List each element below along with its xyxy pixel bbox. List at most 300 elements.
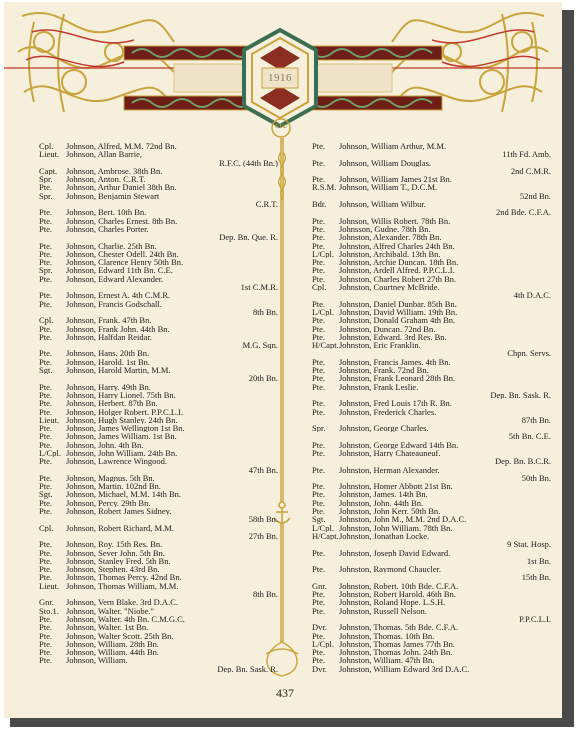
roll-entry-continuation bbox=[39, 665, 279, 673]
name-unit-label: Johnston, Donald Graham 4th Bn. bbox=[339, 316, 456, 325]
rank-label: Pte. bbox=[312, 490, 325, 499]
roll-entry bbox=[39, 167, 279, 175]
roll-entry bbox=[312, 233, 552, 241]
rank-label: Spr. bbox=[39, 175, 53, 184]
name-unit-label: Johnston, Alfred Charles 24th Bn. bbox=[339, 241, 455, 250]
roll-entry bbox=[39, 598, 279, 606]
name-unit-label: Johnson, William Arthur, M.M. bbox=[339, 142, 447, 151]
name-unit-label: Johnston, Alexander. 78th Bn. bbox=[339, 233, 442, 242]
roll-entry-continuation bbox=[312, 573, 552, 581]
roll-entry bbox=[39, 225, 279, 233]
memorial-book-page bbox=[4, 2, 562, 718]
roll-entry bbox=[312, 383, 552, 391]
name-unit-label: Johnson, Arthur Daniel 38th Bn. bbox=[66, 183, 177, 192]
name-unit-label: Johnson, Thomas Percy. 42nd Bn. bbox=[66, 573, 182, 582]
roll-entry bbox=[39, 333, 279, 341]
roll-entry bbox=[39, 416, 279, 424]
rank-label: L/Cpl. bbox=[39, 448, 61, 458]
rank-label: Cpl. bbox=[312, 283, 327, 292]
rank-label: Sto.1. bbox=[39, 606, 59, 615]
rank-label: H/Capt. bbox=[312, 531, 339, 541]
name-unit-label: Johnson, Ernest A. 4th C.M.R. bbox=[66, 291, 171, 300]
roll-entry bbox=[312, 250, 552, 258]
roll-entry-continuation bbox=[312, 192, 552, 200]
name-unit-label: Johnson, William. bbox=[66, 656, 128, 665]
name-unit-label: M.G. Sqn. bbox=[242, 341, 278, 350]
rank-label: Pte. bbox=[312, 175, 325, 184]
roll-entry bbox=[39, 208, 279, 216]
rank-label: Pte. bbox=[39, 258, 52, 267]
rank-label: Pte. bbox=[39, 291, 52, 300]
name-unit-label: Johnson, William. 28th Bn. bbox=[66, 639, 160, 649]
name-unit-label: Johnson, Benjamin Stewart bbox=[66, 191, 160, 201]
roll-entry bbox=[39, 217, 279, 225]
name-unit-label: Johnson, Hans. 20th Bn. bbox=[66, 349, 150, 358]
name-unit-label: Johnston, Harry Chateauneuf. bbox=[339, 448, 441, 458]
roll-entry bbox=[39, 183, 279, 191]
roll-entry bbox=[312, 200, 552, 208]
roll-entry bbox=[39, 565, 279, 573]
rank-label: Cpl. bbox=[39, 523, 54, 532]
name-unit-label: Johnston, Archie Duncan. 18th Bn. bbox=[339, 258, 459, 267]
name-unit-label: Johnston, Daniel Dunbar. 85th Bn. bbox=[339, 299, 457, 308]
roll-entry bbox=[39, 408, 279, 416]
roll-entry bbox=[312, 366, 552, 374]
roll-entry bbox=[39, 573, 279, 581]
roll-entry bbox=[39, 441, 279, 449]
rank-label: Pte. bbox=[39, 332, 52, 342]
rank-label: Pte. bbox=[312, 366, 325, 375]
rank-label: Pte. bbox=[39, 498, 52, 508]
name-unit-label: Johnson, William James 21st Bn. bbox=[339, 175, 452, 184]
name-unit-label: Johnson, Lawrence Wingood. bbox=[66, 457, 168, 466]
name-unit-label: 8th Bn. bbox=[252, 590, 278, 599]
name-unit-label: Johnston, Raymond Chaucler. bbox=[339, 565, 441, 574]
rank-label: Pte. bbox=[39, 540, 52, 549]
rank-label: Spr. bbox=[39, 191, 53, 201]
roll-entry bbox=[312, 623, 552, 631]
rank-label: Pte. bbox=[312, 266, 325, 275]
roll-entry bbox=[312, 441, 552, 449]
rank-label: Pte. bbox=[312, 590, 325, 599]
rank-label: Pte. bbox=[39, 407, 52, 416]
year-label: 1916 bbox=[268, 72, 292, 84]
name-unit-label: Johnsson, Gudne. 78th Bn. bbox=[339, 224, 431, 234]
roll-entry bbox=[39, 549, 279, 557]
roll-entry bbox=[312, 466, 552, 474]
name-unit-label: Johnson, Percy. 29th Bn. bbox=[66, 498, 151, 508]
name-unit-label: Johnson, Vern Blake. 3rd D.A.C. bbox=[66, 598, 178, 607]
rank-label: Pte. bbox=[312, 324, 325, 333]
rank-label: Pte. bbox=[312, 448, 325, 458]
roll-entry bbox=[312, 159, 552, 167]
rank-label: Gnr. bbox=[39, 598, 54, 607]
name-unit-label: Johnston, Charles Robert 27th Bn. bbox=[339, 274, 457, 284]
name-unit-label: Johnston, Francis James. 4th Bn. bbox=[339, 357, 451, 367]
rank-label: Pte. bbox=[39, 565, 52, 574]
rank-label: Pte. bbox=[312, 299, 325, 308]
rank-label: Pte. bbox=[39, 556, 52, 566]
name-unit-label: Johnston, Thomas. 5th Bde. C.F.A. bbox=[339, 623, 459, 632]
name-unit-label: Johnson, Chester Odell. 24th Bn. bbox=[66, 249, 179, 259]
rank-label: Pte. bbox=[39, 241, 52, 250]
roll-entry bbox=[312, 656, 552, 664]
name-unit-label: P.P.C.L.I. bbox=[519, 614, 551, 624]
name-unit-label: Johnson, John William. 24th Bn. bbox=[66, 448, 178, 458]
roll-entry bbox=[39, 607, 279, 615]
name-unit-label: Johnson, Michael, M.M. 14th Bn. bbox=[66, 490, 181, 499]
roll-entry bbox=[312, 549, 552, 557]
name-unit-label: Johnson, Frank. 47th Bn. bbox=[66, 316, 152, 325]
roll-entry bbox=[39, 623, 279, 631]
name-unit-label: Johnston, David William. 19th Bn. bbox=[339, 307, 458, 317]
roll-entry bbox=[39, 391, 279, 399]
rank-label: Pte. bbox=[39, 614, 52, 624]
rank-label: Pte. bbox=[312, 440, 325, 449]
roll-entry bbox=[39, 242, 279, 250]
name-unit-label: 2nd Bde. C.F.A. bbox=[495, 208, 551, 217]
rank-label: Pte. bbox=[39, 216, 52, 225]
rank-label: Pte. bbox=[312, 258, 325, 267]
name-unit-label: Johnston, Eric Franklin. bbox=[339, 341, 421, 350]
rank-label: Pte. bbox=[312, 158, 325, 167]
roll-entry bbox=[312, 582, 552, 590]
name-unit-label: Johnston, Robert. 10th Bde. C.F.A. bbox=[339, 581, 459, 591]
rank-label: Pte. bbox=[312, 316, 325, 325]
roll-entry bbox=[312, 532, 552, 540]
name-unit-label: Johnson, Allan Barrie, bbox=[66, 150, 143, 159]
name-unit-label: Johnston, John Kerr. 50th Bn. bbox=[339, 507, 441, 516]
rank-label: Pte. bbox=[312, 382, 325, 391]
rank-label: Pte. bbox=[312, 332, 325, 342]
roll-entry bbox=[39, 540, 279, 548]
roll-entry bbox=[312, 283, 552, 291]
roll-entry bbox=[312, 607, 552, 615]
name-unit-label: Johnson, Charles Ernest. 8th Bn. bbox=[66, 216, 178, 225]
roll-entry bbox=[312, 665, 552, 673]
rank-label: Pte. bbox=[312, 465, 325, 474]
roll-entry-continuation bbox=[39, 341, 279, 349]
rank-label: Pte. bbox=[312, 565, 325, 574]
roll-entry-continuation bbox=[312, 349, 552, 357]
rank-label: Pte. bbox=[39, 440, 52, 449]
roll-entry bbox=[39, 383, 279, 391]
name-unit-label: Johnson, William Wilbur. bbox=[339, 200, 426, 209]
roll-entry bbox=[312, 333, 552, 341]
roll-entry bbox=[39, 192, 279, 200]
roll-entry bbox=[312, 590, 552, 598]
name-unit-label: 9 Stat. Hosp. bbox=[507, 540, 551, 549]
name-unit-label: Johnson, Charles Porter. bbox=[66, 224, 149, 234]
rank-label: Pte. bbox=[39, 249, 52, 259]
name-unit-label: Johnson, Frank John. 44th Bn. bbox=[66, 324, 170, 333]
name-unit-label: Johnson, Halfdan Reidar. bbox=[66, 332, 152, 342]
rank-label: Pte. bbox=[312, 357, 325, 367]
rank-label: Pte. bbox=[39, 382, 52, 391]
roll-entry bbox=[39, 291, 279, 299]
rank-label: Pte. bbox=[312, 648, 325, 657]
rank-label: Bdr. bbox=[312, 200, 327, 209]
rank-label: Pte. bbox=[39, 548, 52, 557]
name-unit-label: Johnson, Walter Scott. 25th Bn. bbox=[66, 631, 174, 640]
roll-entry bbox=[312, 183, 552, 191]
name-unit-label: Johnston, James. 14th Bn. bbox=[339, 490, 428, 499]
roll-entry bbox=[39, 250, 279, 258]
roll-entry bbox=[312, 358, 552, 366]
name-unit-label: Johnston, William Edward 3rd D.A.C. bbox=[339, 664, 470, 673]
roll-entry bbox=[39, 258, 279, 266]
rank-label: Pte. bbox=[39, 573, 52, 582]
roll-entry bbox=[39, 142, 279, 150]
monogram-label: CFL bbox=[275, 124, 287, 130]
name-unit-label: Johnson, Harry Lionel. 75th Bn. bbox=[66, 390, 176, 400]
roll-entry-continuation bbox=[39, 283, 279, 291]
rank-label: Cpl. bbox=[39, 142, 54, 151]
rank-label: Lieut. bbox=[39, 415, 60, 425]
rank-label: Pte. bbox=[39, 183, 52, 192]
name-unit-label: Johnston, Courtney McBride. bbox=[339, 283, 440, 292]
roll-entry bbox=[39, 474, 279, 482]
roll-entry bbox=[312, 316, 552, 324]
rank-label: Pte. bbox=[312, 274, 325, 284]
roll-entry bbox=[39, 656, 279, 664]
roll-entry bbox=[312, 275, 552, 283]
name-unit-label: Johnston, Frederick Charles. bbox=[339, 407, 437, 416]
name-unit-label: Johnson, John. 4th Bn. bbox=[66, 440, 144, 449]
name-unit-label: Chpn. Servs. bbox=[507, 349, 551, 358]
name-unit-label: Johnson, Stephen. 43rd Bn. bbox=[66, 565, 160, 574]
rank-label: Pte. bbox=[312, 507, 325, 516]
name-unit-label: Johnston, Edward. 3rd Res. Bn. bbox=[339, 332, 447, 342]
name-unit-label: Dep. Bn. Sask. R. bbox=[490, 390, 551, 400]
name-unit-label: Johnson, James Wellington 1st Bn. bbox=[66, 424, 185, 433]
roll-entry bbox=[312, 424, 552, 432]
rank-label: Pte. bbox=[312, 407, 325, 416]
name-unit-label: R.F.C. (44th Bn.) bbox=[219, 158, 278, 167]
rank-label: Pte. bbox=[39, 274, 52, 284]
rank-label: Spr. bbox=[39, 266, 53, 275]
roll-entry bbox=[39, 524, 279, 532]
roll-entry-continuation bbox=[39, 590, 279, 598]
rank-label: Dvr. bbox=[312, 664, 327, 673]
name-unit-label: 52nd Bn. bbox=[519, 191, 551, 201]
name-unit-label: Johnston, Joseph David Edward. bbox=[339, 548, 451, 557]
name-unit-label: Johnston, Thomas. 10th Bn. bbox=[339, 631, 435, 640]
name-unit-label: Johnston, Ardell Alfred. P.P.C.L.I. bbox=[339, 266, 455, 275]
name-unit-label: Johnson, Harold Martin, M.M. bbox=[66, 366, 171, 375]
name-unit-label: Johnston, Frank. 72nd Bn. bbox=[339, 366, 429, 375]
rank-label: Lieut. bbox=[39, 581, 60, 591]
rank-label: Pte. bbox=[312, 482, 325, 491]
rank-label: H/Capt. bbox=[312, 341, 339, 350]
roll-entry bbox=[39, 432, 279, 440]
rank-label: Pte. bbox=[39, 648, 52, 657]
name-unit-label: Dep. Bn. B.C.R. bbox=[495, 457, 551, 466]
name-unit-label: Johnston, John M., M.M. 2nd D.A.C. bbox=[339, 515, 467, 524]
roll-entry bbox=[39, 325, 279, 333]
roll-entry bbox=[312, 507, 552, 515]
name-unit-label: 11th Fd. Amb. bbox=[502, 150, 551, 159]
roll-entry bbox=[39, 557, 279, 565]
roll-entry-continuation bbox=[39, 308, 279, 316]
rank-label: Pte. bbox=[312, 656, 325, 665]
rank-label: Dvr. bbox=[312, 623, 327, 632]
roll-entry bbox=[312, 308, 552, 316]
roll-entry bbox=[312, 499, 552, 507]
name-unit-label: 47th Bn. bbox=[248, 465, 278, 474]
rank-label: Sgt. bbox=[39, 366, 53, 375]
rank-label: Pte. bbox=[39, 457, 52, 466]
roll-entry bbox=[312, 142, 552, 150]
rank-label: L/Cpl. bbox=[312, 639, 334, 649]
roll-entry bbox=[312, 565, 552, 573]
rank-label: Pte. bbox=[39, 224, 52, 234]
rank-label: Pte. bbox=[39, 299, 52, 308]
name-unit-label: Johnson, Clarence Henry 50th Bn. bbox=[66, 258, 184, 267]
roll-entry-continuation bbox=[312, 150, 552, 158]
rank-label: Pte. bbox=[39, 507, 52, 516]
roll-entry bbox=[312, 515, 552, 523]
rank-label: L/Cpl. bbox=[312, 307, 334, 317]
roll-entry-continuation bbox=[39, 466, 279, 474]
rank-label: Pte. bbox=[39, 482, 52, 491]
name-unit-label: 20th Bn. bbox=[248, 374, 278, 383]
rank-label: L/Cpl. bbox=[312, 523, 334, 532]
roll-entry bbox=[312, 640, 552, 648]
name-unit-label: Johnson, Martin. 102nd Bn. bbox=[66, 482, 161, 491]
roll-entry bbox=[39, 300, 279, 308]
name-unit-label: 2nd C.M.R. bbox=[510, 166, 551, 176]
roll-entry-continuation bbox=[39, 374, 279, 382]
roll-entry bbox=[312, 648, 552, 656]
name-unit-label: Johnston, John. 44th Bn. bbox=[339, 498, 424, 508]
roll-entry bbox=[39, 490, 279, 498]
roll-entry bbox=[312, 490, 552, 498]
roll-entry bbox=[312, 449, 552, 457]
name-unit-label: Johnson, Stanley Fred. 5th Bn. bbox=[66, 556, 171, 566]
name-unit-label: C.R.T. bbox=[255, 200, 278, 209]
rank-label: Pte. bbox=[312, 233, 325, 242]
roll-entry bbox=[39, 366, 279, 374]
roll-entry bbox=[312, 399, 552, 407]
roll-entry bbox=[39, 358, 279, 366]
rank-label: Sgt. bbox=[39, 490, 53, 499]
rank-label: Gnr. bbox=[312, 581, 327, 591]
rank-label: L/Cpl. bbox=[312, 249, 334, 259]
rank-label: Pte. bbox=[39, 324, 52, 333]
roll-entry-continuation bbox=[312, 291, 552, 299]
left-roll-column bbox=[39, 142, 279, 673]
roll-entry bbox=[39, 449, 279, 457]
roll-entry bbox=[39, 482, 279, 490]
name-unit-label: Johnson, Walter. "Niobe." bbox=[66, 606, 155, 615]
roll-entry bbox=[39, 399, 279, 407]
name-unit-label: Johnston, Herman Alexander. bbox=[339, 465, 440, 474]
name-unit-label: 58th Bn. bbox=[248, 515, 278, 524]
name-unit-label: Johnston, Thomas James 77th Bn. bbox=[339, 639, 456, 649]
name-unit-label: Dep. Bn. Sask. R. bbox=[217, 664, 278, 673]
name-unit-label: Johnson, Harry. 49th Bn. bbox=[66, 382, 151, 391]
name-unit-label: Johnson, William. 44th Bn. bbox=[66, 648, 160, 657]
roll-entry bbox=[312, 217, 552, 225]
name-unit-label: Johnston, Frank Leslie. bbox=[339, 382, 419, 391]
name-unit-label: Johnson, Roy. 15th Res. Bn. bbox=[66, 540, 163, 549]
name-unit-label: Johnson, Edward 11th Bn. C.E. bbox=[66, 266, 173, 275]
name-unit-label: Johnson, Ambrose. 38th Bn. bbox=[66, 166, 163, 176]
name-unit-label: Johnston, Roland Hope. L.S.H. bbox=[339, 598, 446, 607]
rank-label: Pte. bbox=[39, 424, 52, 433]
roll-entry bbox=[39, 175, 279, 183]
name-unit-label: Johnson, Robert Richard, M.M. bbox=[66, 523, 174, 532]
roll-entry bbox=[312, 225, 552, 233]
roll-entry-continuation bbox=[39, 200, 279, 208]
right-roll-column bbox=[312, 142, 552, 673]
rank-label: Pte. bbox=[39, 631, 52, 640]
name-unit-label: Johnston, Fred Louis 17th R. Bn. bbox=[339, 399, 452, 408]
name-unit-label: Johnston, George Charles. bbox=[339, 424, 429, 433]
name-unit-label: Johnston, John William. 78th Bn. bbox=[339, 523, 453, 532]
name-unit-label: Johnston, Thomas John. 24th Bn. bbox=[339, 648, 453, 657]
rank-label: Pte. bbox=[39, 357, 52, 367]
name-unit-label: Johnson, Thomas William, M.M. bbox=[66, 581, 179, 591]
name-unit-label: Johnston, Robert Harold. 46th Bn. bbox=[339, 590, 456, 599]
name-unit-label: Johnson, Robert James Sidney. bbox=[66, 507, 172, 516]
rank-label: Pte. bbox=[312, 598, 325, 607]
roll-entry bbox=[312, 408, 552, 416]
name-unit-label: Johnston, Russell Nelson. bbox=[339, 606, 427, 615]
roll-entry-continuation bbox=[312, 432, 552, 440]
roll-entry bbox=[312, 175, 552, 183]
roll-entry-continuation bbox=[312, 615, 552, 623]
roll-entry-continuation bbox=[39, 532, 279, 540]
name-unit-label: Johnson, James William. 1st Bn. bbox=[66, 432, 177, 441]
rank-label: Pte. bbox=[39, 432, 52, 441]
name-unit-label: Johnson, Harold. 1st Bn. bbox=[66, 357, 151, 367]
roll-entry-continuation bbox=[312, 391, 552, 399]
roll-entry bbox=[39, 316, 279, 324]
name-unit-label: Johnson, Walter. 1st Bn. bbox=[66, 623, 149, 632]
roll-entry bbox=[312, 300, 552, 308]
rank-label: Pte. bbox=[312, 399, 325, 408]
roll-entry-continuation bbox=[39, 159, 279, 167]
name-unit-label: Johnson, Charlie. 25th Bn. bbox=[66, 241, 157, 250]
name-unit-label: Johnson, Willis Robert. 78th Bn. bbox=[339, 216, 451, 225]
roll-entry bbox=[39, 507, 279, 515]
rank-label: Sgt. bbox=[312, 515, 326, 524]
roll-entry bbox=[39, 275, 279, 283]
roll-entry bbox=[39, 632, 279, 640]
rank-label: Pte. bbox=[39, 639, 52, 649]
roll-entry bbox=[39, 266, 279, 274]
name-unit-label: 8th Bn. bbox=[252, 307, 278, 317]
rank-label: Pte. bbox=[39, 399, 52, 408]
rank-label: R.S.M. bbox=[312, 183, 337, 192]
name-unit-label: Johnston, Archibald. 13th Bn. bbox=[339, 249, 441, 259]
roll-entry bbox=[312, 524, 552, 532]
roll-entry bbox=[39, 615, 279, 623]
rank-label: Lieut. bbox=[39, 150, 60, 159]
roll-entry bbox=[39, 499, 279, 507]
rank-label: Pte. bbox=[39, 349, 52, 358]
roll-entry-continuation bbox=[39, 233, 279, 241]
roll-entry-continuation bbox=[312, 457, 552, 465]
name-unit-label: Johnson, Alfred, M.M. 72nd Bn. bbox=[66, 142, 177, 151]
name-unit-label: Johnston, Duncan. 72nd Bn. bbox=[339, 324, 436, 333]
roll-entry bbox=[312, 266, 552, 274]
rank-label: Pte. bbox=[39, 208, 52, 217]
rank-label: Pte. bbox=[312, 216, 325, 225]
name-unit-label: Johnson, William Douglas. bbox=[339, 158, 432, 167]
